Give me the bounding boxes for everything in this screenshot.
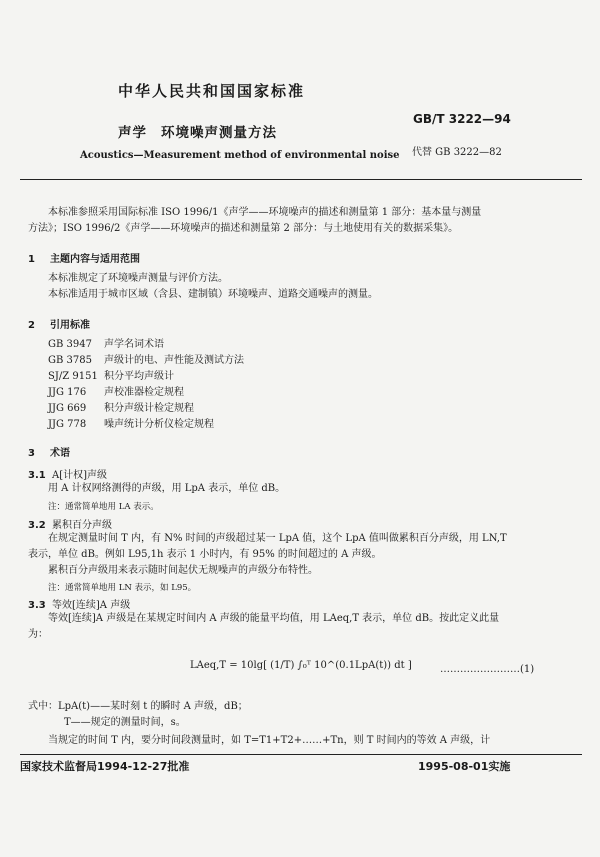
reference-item bbox=[48, 418, 214, 432]
term-3-1-title: A[计权]声级 bbox=[52, 470, 108, 481]
intro-line-2: 方法》；ISO 1996/2《声学——环境噪声的描述和测量第 2 部分：与土地使用有关的数据采集》。 bbox=[28, 223, 459, 234]
term-3-2-title: 累积百分声级 bbox=[52, 520, 112, 531]
header-divider bbox=[20, 179, 582, 180]
reference-title: 积分平均声级计 bbox=[104, 371, 174, 382]
section-1-heading bbox=[28, 250, 140, 265]
term-3-3-title: 等效[连续]A 声级 bbox=[52, 600, 131, 611]
reference-code: JJG 778 bbox=[48, 419, 87, 430]
footer-divider bbox=[20, 754, 582, 755]
issuer-approval: 国家技术监督局1994-12-27批准 bbox=[20, 760, 190, 773]
term-3-2-body-3: 累积百分声级用来表示随时间起伏无规噪声的声级分布特性。 bbox=[48, 565, 318, 576]
reference-code: JJG 176 bbox=[48, 387, 87, 398]
section-2-title: 引用标准 bbox=[50, 320, 90, 331]
header-title: 中华人民共和国国家标准 bbox=[118, 82, 306, 100]
reference-code: GB 3947 bbox=[48, 339, 92, 350]
effective-date: 1995-08-01实施 bbox=[418, 760, 511, 773]
section-1-number: 1 bbox=[28, 254, 35, 265]
term-3-2-heading bbox=[28, 516, 112, 531]
standard-number: GB/T 3222—94 bbox=[413, 112, 511, 126]
term-3-1-number: 3.1 bbox=[28, 470, 46, 481]
section-3-number: 3 bbox=[28, 448, 35, 459]
reference-item bbox=[48, 386, 184, 400]
section-3-title: 术语 bbox=[50, 448, 70, 459]
term-3-3-heading bbox=[28, 596, 130, 611]
reference-title: 积分声级计检定规程 bbox=[104, 403, 194, 414]
reference-code: SJ/Z 9151 bbox=[48, 371, 98, 382]
title-part-1: 声学 bbox=[118, 125, 147, 141]
section-1-para-2: 本标准适用于城市区域（含县、建制镇）环境噪声、道路交通噪声的测量。 bbox=[48, 289, 378, 300]
term-3-1-note: 注：通常简单地用 LA 表示。 bbox=[48, 502, 159, 512]
reference-title: 声校准器检定规程 bbox=[104, 387, 184, 398]
section-2-number: 2 bbox=[28, 320, 35, 331]
replaces-note: 代替 GB 3222—82 bbox=[412, 147, 502, 158]
reference-title: 声级计的电、声性能及测试方法 bbox=[104, 355, 244, 366]
term-3-3-body-2: 为： bbox=[28, 629, 48, 640]
reference-title: 噪声统计分析仪检定规程 bbox=[104, 419, 214, 430]
section-3-heading bbox=[28, 444, 70, 459]
where-line-2: T——规定的测量时间，s。 bbox=[64, 717, 186, 728]
section-2-heading bbox=[28, 316, 90, 331]
document-title-en: Acoustics—Measurement method of environmental noise bbox=[80, 150, 400, 161]
section-1-title: 主题内容与适用范围 bbox=[50, 254, 140, 265]
intro-line-1: 本标准参照采用国际标准 ISO 1996/1《声学——环境噪声的描述和测量第 1 部分：基本量与测量 bbox=[48, 207, 482, 218]
reference-item bbox=[48, 354, 244, 368]
term-3-2-number: 3.2 bbox=[28, 520, 46, 531]
term-3-2-body-2: 表示，单位 dB。例如 L95,1h 表示 1 小时内，有 95% 的时间超过的 A 声级。 bbox=[28, 549, 382, 560]
title-part-2: 环境噪声测量方法 bbox=[161, 125, 277, 141]
where-line-1: 式中：LpA(t)——某时刻 t 的瞬时 A 声级，dB； bbox=[28, 701, 248, 712]
equation-number: ……………………(1) bbox=[440, 664, 535, 675]
reference-item bbox=[48, 402, 194, 416]
reference-code: JJG 669 bbox=[48, 403, 87, 414]
reference-item bbox=[48, 370, 174, 384]
term-3-3-number: 3.3 bbox=[28, 600, 46, 611]
equation-1: LAeq,T = 10lg[ (1/T) ∫₀ᵀ 10^(0.1LpA(t)) dt ] bbox=[190, 660, 412, 671]
term-3-1-body: 用 A 计权网络测得的声级，用 LpA 表示，单位 dB。 bbox=[48, 483, 286, 494]
term-3-3-body: 等效[连续]A 声级是在某规定时间内 A 声级的能量平均值，用 LAeq,T 表示，单位 dB。按此定义此量 bbox=[48, 613, 500, 624]
section-1-para-1: 本标准规定了环境噪声测量与评价方法。 bbox=[48, 273, 228, 284]
reference-code: GB 3785 bbox=[48, 355, 92, 366]
document-title-zh bbox=[118, 121, 277, 141]
term-3-1-heading bbox=[28, 466, 107, 481]
term-3-2-body-1: 在规定测量时间 T 内，有 N% 时间的声级超过某一 LpA 值，这个 LpA 值叫做累积百分声级，用 LN,T bbox=[48, 533, 507, 544]
reference-item bbox=[48, 338, 164, 352]
reference-title: 声学名词术语 bbox=[104, 339, 164, 350]
continuation-line: 当规定的时间 T 内，要分时间段测量时，如 T=T1+T2+……+Tn，则 T 时间内的等效 A 声级，计 bbox=[48, 735, 491, 746]
term-3-2-note: 注：通常简单地用 LN 表示，如 L95。 bbox=[48, 583, 197, 593]
